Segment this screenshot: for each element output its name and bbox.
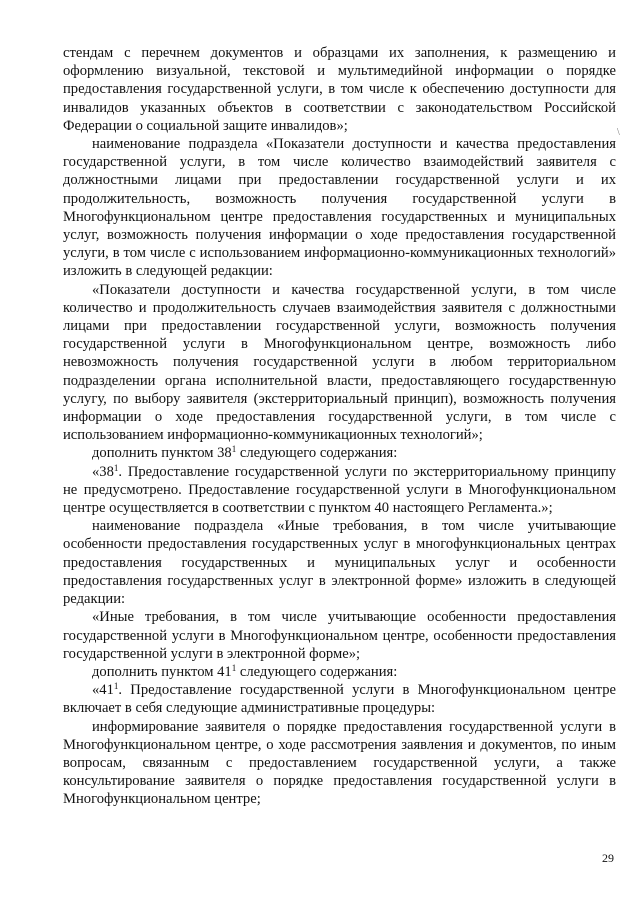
paragraph-p4-after: следующего содержания: [236, 445, 398, 462]
paragraph-p5-before: «38 [92, 463, 114, 480]
paragraph-p1: стендам с перечнем документов и образцами их заполнения, к размещению и оформлению визуальной, текстовой и мультимедийной информации о порядке предоставления государственной услуги, в том числе к обеспечению доступности для инвалидов указанных объектов в соответствии с законодательством Российской Федерации о социальной защите инвалидов»; [63, 45, 616, 134]
paragraph-p8-sup: 1 [231, 662, 237, 673]
paragraph-p5 [63, 463, 616, 518]
paragraph-p4-before: дополнить пунктом 38 [92, 445, 232, 462]
paragraph-p6: наименование подраздела «Иные требования, в том числе учитывающие особенности предоставления государственных услуг в многофункциональных центрах предоставления государственных и муниципальных услуг и особенности предоставления государственных услуг в электронной форме» изложить в следующей редакции: [63, 518, 616, 608]
paragraph-p3: «Показатели доступности и качества государственной услуги, в том числе количество и продолжительность случаев взаимодействия заявителя с должностными лицами при предоставлении государственной услуги, возможность получения государственной услуги в Многофункциональном центре, возможность либо невозможность получения государственной услуги в любом территориальном подразделении органа исполнительной власти, предоставляющего государственную услугу, по выбору заявителя (экстерриториальный принцип), возможность получения информации о ходе предоставления государственной услуги, в том числе с использованием информационно-коммуникационных технологий»; [63, 281, 616, 444]
paragraph-p8-after: следующего содержания: [236, 663, 398, 680]
paragraph-p9-sup: 1 [113, 681, 119, 692]
paragraph-p8 [63, 663, 616, 681]
paragraph-p9-before: «41 [92, 682, 114, 699]
page-number: 29 [602, 851, 614, 865]
paragraph-p9 [63, 681, 616, 717]
paragraph-p4-sup: 1 [231, 444, 237, 455]
paragraph-p8-before: дополнить пунктом 41 [92, 663, 232, 680]
paragraph-p10: информирование заявителя о порядке предоставления государственной услуги в Многофункциональном центре, о ходе рассмотрения заявления и документов, по иным вопросам, связанным с предоставлением государственной услуги, а также консультирование заявителя о порядке предоставления государственной услуги в Многофункциональном центре; [63, 718, 616, 808]
paragraph-p5-after: . Предоставление государственной услуги по экстерриториальному принципу не предусмотрено. Предоставление государственной услуги в Многофункциональном центре осуществляется в соответствии с пунктом 40 настоящего Регламента.»; [63, 463, 616, 517]
paragraph-p2: наименование подраздела «Показатели доступности и качества предоставления государственной услуги, в том числе количество взаимодействий заявителя с должностными лицами при предоставлении государственной услуги и их продолжительность, возможность получения государственной услуги в Многофункциональном центре предоставления государственных и муниципальных услуг, возможность получения информации о ходе предоставления государственной услуги, в том числе с использованием информационно-коммуникационных технологий» изложить в следующей редакции: [63, 136, 616, 280]
paragraph-p9-after: . Предоставление государственной услуги в Многофункциональном центре включает в себя следующие административные процедуры: [63, 682, 616, 717]
paragraph-p7: «Иные требования, в том числе учитывающие особенности предоставления государственной услуги в Многофункциональном центре, особенности предоставления государственной услуги в электронной форме»; [63, 609, 616, 662]
paragraph-p4 [63, 444, 616, 462]
margin-mark: \ [617, 127, 620, 138]
paragraph-p5-sup: 1 [113, 462, 119, 473]
document-body [63, 44, 616, 809]
